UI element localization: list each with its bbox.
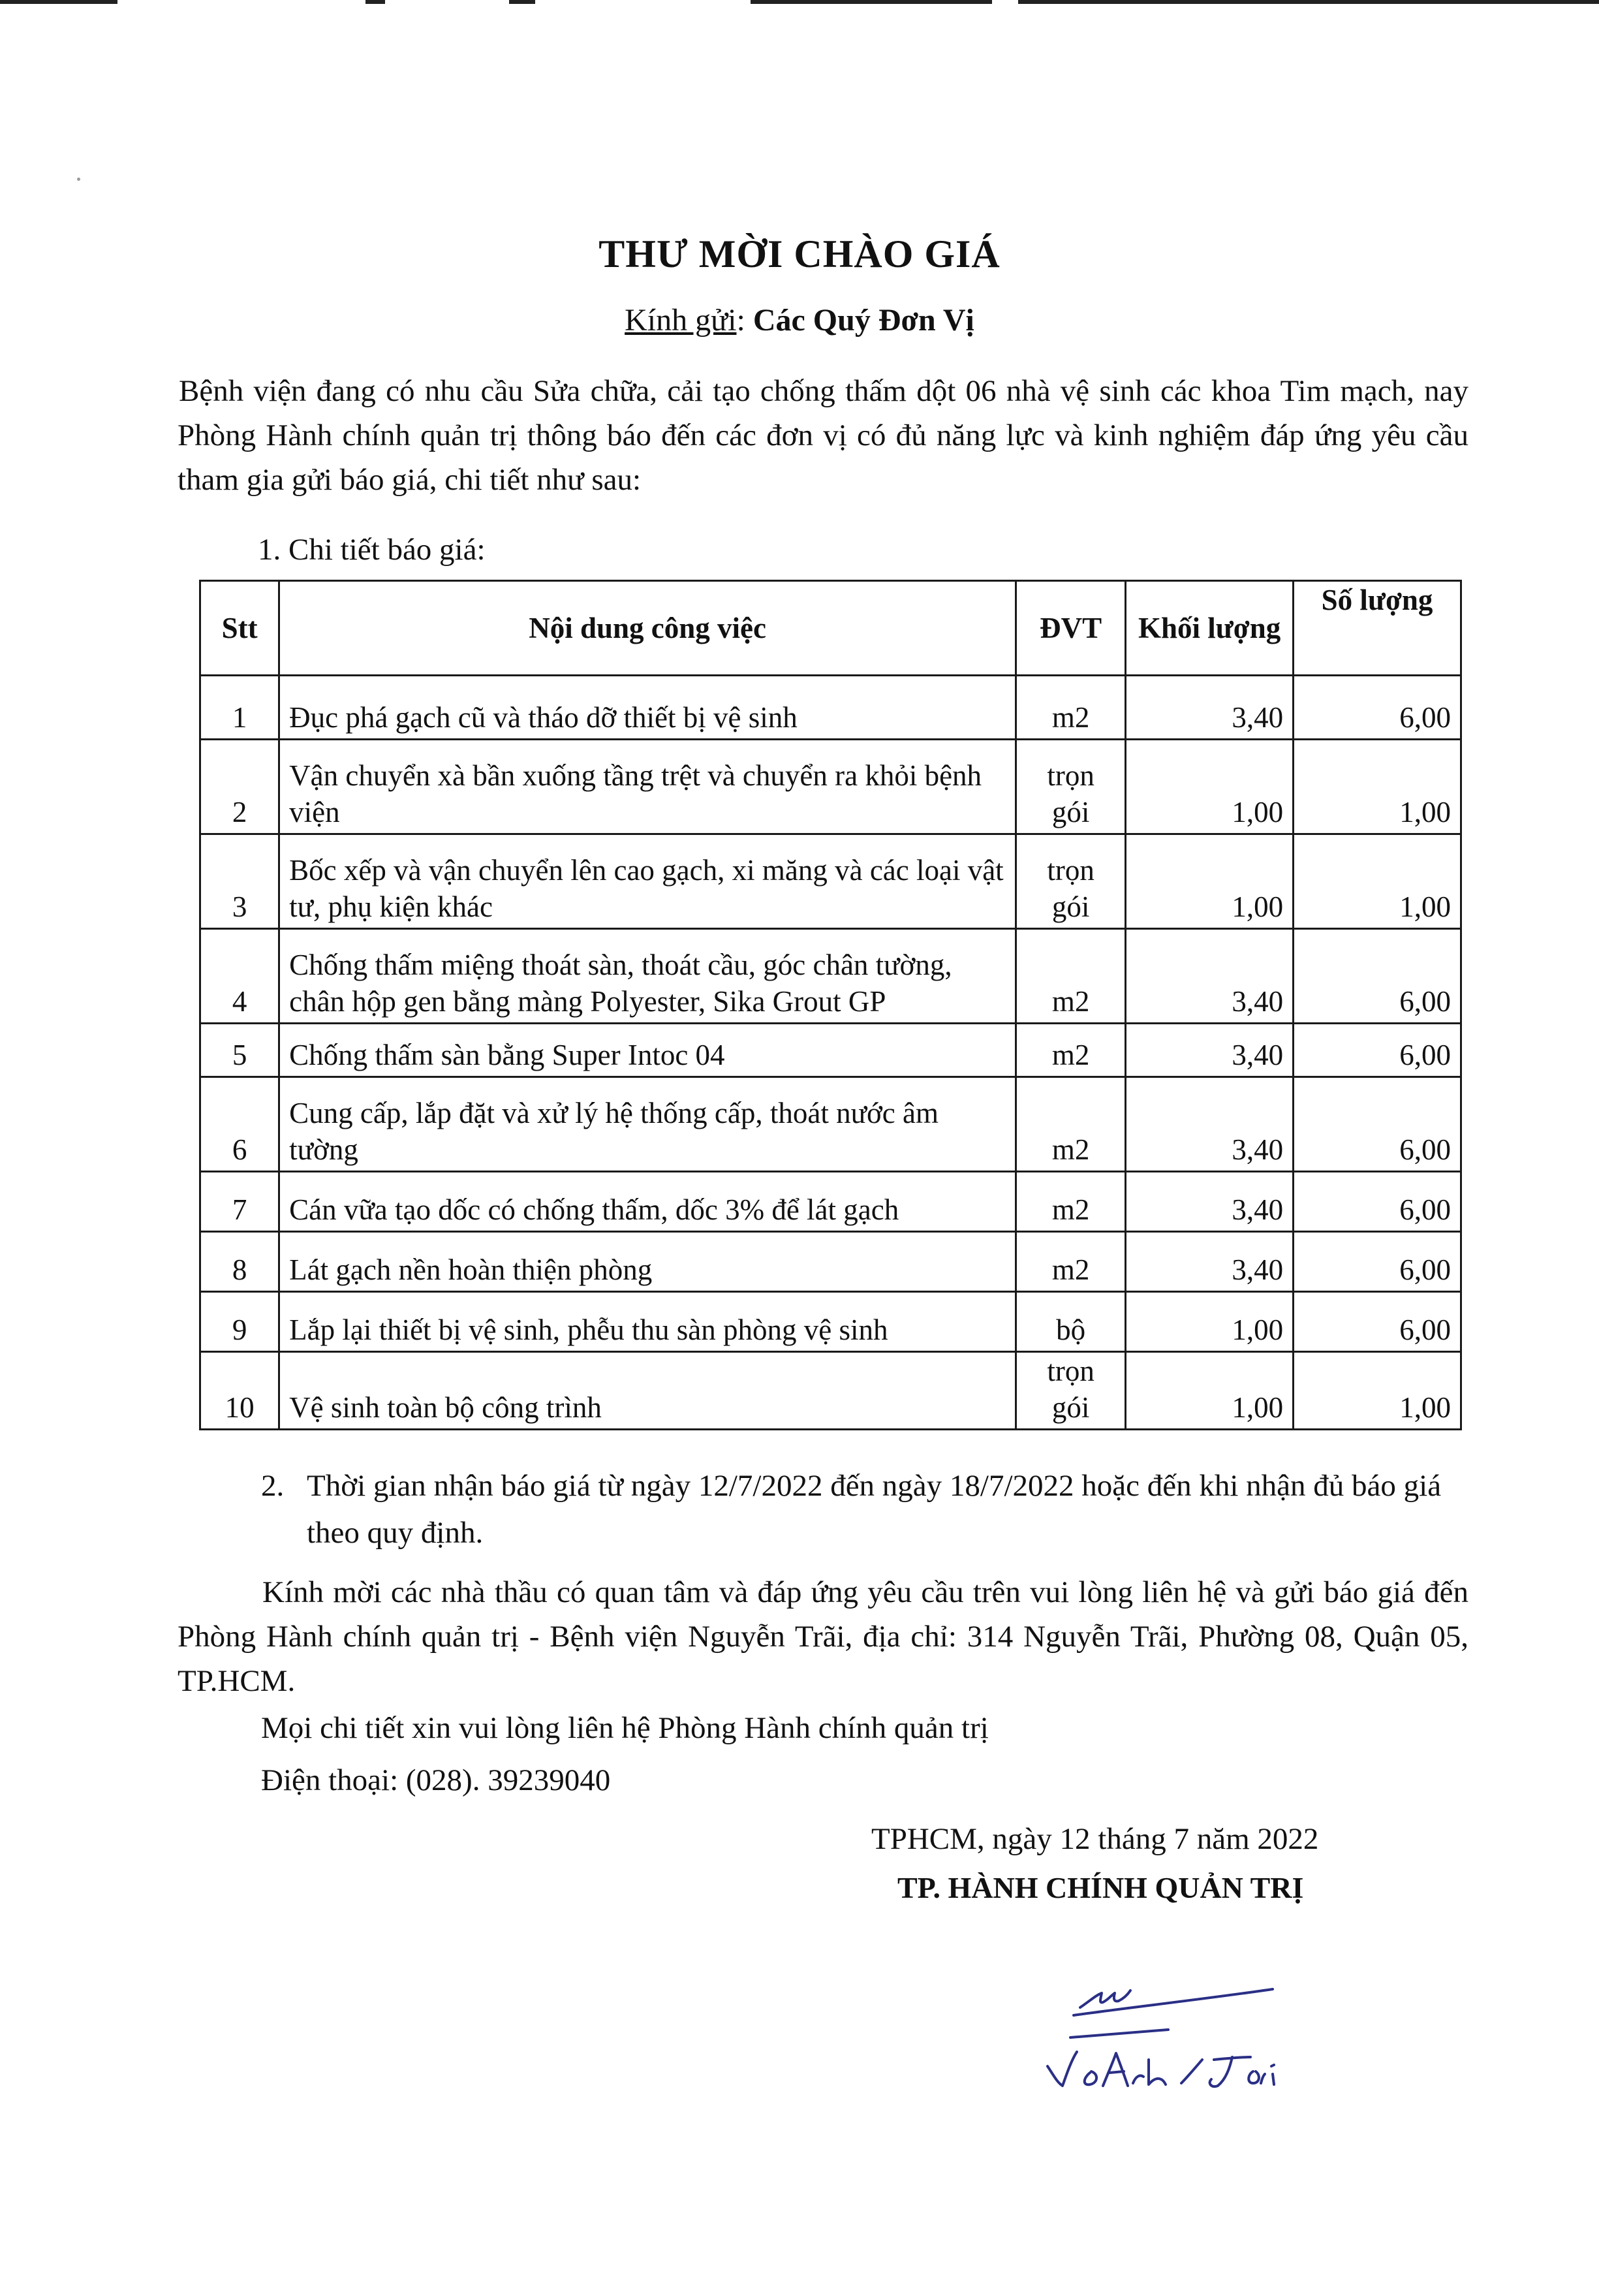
cell-description: Vận chuyển xà bần xuống tầng trệt và chuyển ra khỏi bệnh viện	[279, 740, 1016, 834]
cell-unit: trọn gói	[1016, 740, 1126, 834]
cell-stt: 7	[200, 1172, 279, 1232]
table-row	[200, 1292, 1461, 1352]
cell-volume: 3,40	[1126, 929, 1294, 1024]
header-unit: ĐVT	[1016, 581, 1126, 676]
cell-description: Cán vữa tạo dốc có chống thấm, dốc 3% để lát gạch	[279, 1172, 1016, 1232]
recipient-name: Các Quý Đơn Vị	[753, 303, 974, 338]
cell-stt: 5	[200, 1024, 279, 1077]
phone-line: Điện thoại: (028). 39239040	[261, 1763, 611, 1797]
cell-volume: 3,40	[1126, 1077, 1294, 1172]
cell-description: Cung cấp, lắp đặt và xử lý hệ thống cấp, thoát nước âm tường	[279, 1077, 1016, 1172]
cell-stt: 1	[200, 676, 279, 740]
table-row	[200, 676, 1461, 740]
cell-description: Lắp lại thiết bị vệ sinh, phễu thu sàn phòng vệ sinh	[279, 1292, 1016, 1352]
cell-unit: m2	[1016, 1024, 1126, 1077]
cell-quantity: 6,00	[1294, 676, 1461, 740]
cell-description: Bốc xếp và vận chuyển lên cao gạch, xi măng và các loại vật tư, phụ kiện khác	[279, 834, 1016, 929]
cell-volume: 1,00	[1126, 740, 1294, 834]
scan-top-edge	[0, 0, 1599, 8]
cell-description: Lát gạch nền hoàn thiện phòng	[279, 1232, 1016, 1292]
cell-quantity: 1,00	[1294, 834, 1461, 929]
document-title: THƯ MỜI CHÀO GIÁ	[598, 232, 1001, 275]
signature-name	[1048, 2052, 1274, 2086]
table-row	[200, 1352, 1461, 1430]
signature	[1018, 1962, 1331, 2105]
cell-volume: 1,00	[1126, 1292, 1294, 1352]
header-quantity: Số lượng	[1294, 581, 1461, 676]
section-1-heading: 1. Chi tiết báo giá:	[258, 533, 486, 567]
cell-unit: m2	[1016, 929, 1126, 1024]
cell-quantity: 1,00	[1294, 740, 1461, 834]
cell-stt: 3	[200, 834, 279, 929]
cell-unit: m2	[1016, 1172, 1126, 1232]
cell-description: Chống thấm miệng thoát sàn, thoát cầu, góc chân tường, chân hộp gen bằng màng Polyester, Sika Grout GP	[279, 929, 1016, 1024]
table-row	[200, 740, 1461, 834]
cell-quantity: 6,00	[1294, 1172, 1461, 1232]
cell-unit: m2	[1016, 676, 1126, 740]
cell-unit: m2	[1016, 1077, 1126, 1172]
cell-description: Đục phá gạch cũ và tháo dỡ thiết bị vệ sinh	[279, 676, 1016, 740]
cell-stt: 9	[200, 1292, 279, 1352]
signature-line-2	[1070, 2030, 1168, 2037]
table-row	[200, 929, 1461, 1024]
table-row	[200, 1172, 1461, 1232]
section-2-text: Thời gian nhận báo giá từ ngày 12/7/2022 đến ngày 18/7/2022 hoặc đến khi nhận đủ báo giá theo quy định.	[307, 1469, 1442, 1550]
cell-quantity: 1,00	[1294, 1352, 1461, 1430]
header-stt: Stt	[200, 581, 279, 676]
table-row	[200, 1077, 1461, 1172]
section-2-number: 2.	[261, 1469, 285, 1503]
intro-paragraph: Bệnh viện đang có nhu cầu Sửa chữa, cải tạo chống thấm dột 06 nhà vệ sinh các khoa Tim mạch, nay Phòng Hành chính quản trị thông báo đến các đơn vị có đủ năng lực và kinh nghiệm đáp ứng yêu cầu tham gia gửi báo giá, chi tiết như sau:	[178, 374, 1468, 497]
place-date: TPHCM, ngày 12 tháng 7 năm 2022	[871, 1822, 1319, 1856]
cell-quantity: 6,00	[1294, 929, 1461, 1024]
table-row	[200, 1024, 1461, 1077]
cell-description: Chống thấm sàn bằng Super Intoc 04	[279, 1024, 1016, 1077]
cell-volume: 1,00	[1126, 1352, 1294, 1430]
table-header-row	[200, 581, 1461, 676]
cell-stt: 4	[200, 929, 279, 1024]
header-volume: Khối lượng	[1126, 581, 1294, 676]
section-2	[261, 1462, 1462, 1556]
table-row	[200, 834, 1461, 929]
cell-unit: bộ	[1016, 1292, 1126, 1352]
scan-speck	[77, 178, 80, 181]
cell-quantity: 6,00	[1294, 1292, 1461, 1352]
recipient-separator: :	[736, 303, 745, 338]
cell-quantity: 6,00	[1294, 1232, 1461, 1292]
cell-stt: 10	[200, 1352, 279, 1430]
signer-title: TP. HÀNH CHÍNH QUẢN TRỊ	[897, 1871, 1304, 1904]
table-row	[200, 1232, 1461, 1292]
cell-volume: 3,40	[1126, 1024, 1294, 1077]
recipient-line	[0, 302, 1599, 338]
signature-flourish	[1080, 1990, 1130, 2007]
cell-stt: 8	[200, 1232, 279, 1292]
recipient-label: Kính gửi	[625, 303, 737, 338]
cell-volume: 1,00	[1126, 834, 1294, 929]
cell-volume: 3,40	[1126, 1232, 1294, 1292]
invitation-paragraph: Kính mời các nhà thầu có quan tâm và đáp ứng yêu cầu trên vui lòng liên hệ và gửi báo giá đến Phòng Hành chính quản trị - Bệnh viện Nguyễn Trãi, địa chỉ: 314 Nguyễn Trãi, Phường 08, Quận 05, TP.HCM.	[178, 1575, 1468, 1698]
cell-unit: m2	[1016, 1232, 1126, 1292]
cell-stt: 2	[200, 740, 279, 834]
quote-table	[199, 580, 1462, 1430]
cell-description: Vệ sinh toàn bộ công trình	[279, 1352, 1016, 1430]
contact-line: Mọi chi tiết xin vui lòng liên hệ Phòng Hành chính quản trị	[261, 1711, 989, 1745]
header-description: Nội dung công việc	[279, 581, 1016, 676]
cell-unit: trọn gói	[1016, 1352, 1126, 1430]
cell-volume: 3,40	[1126, 676, 1294, 740]
cell-unit: trọn gói	[1016, 834, 1126, 929]
cell-quantity: 6,00	[1294, 1077, 1461, 1172]
cell-quantity: 6,00	[1294, 1024, 1461, 1077]
cell-stt: 6	[200, 1077, 279, 1172]
cell-volume: 3,40	[1126, 1172, 1294, 1232]
